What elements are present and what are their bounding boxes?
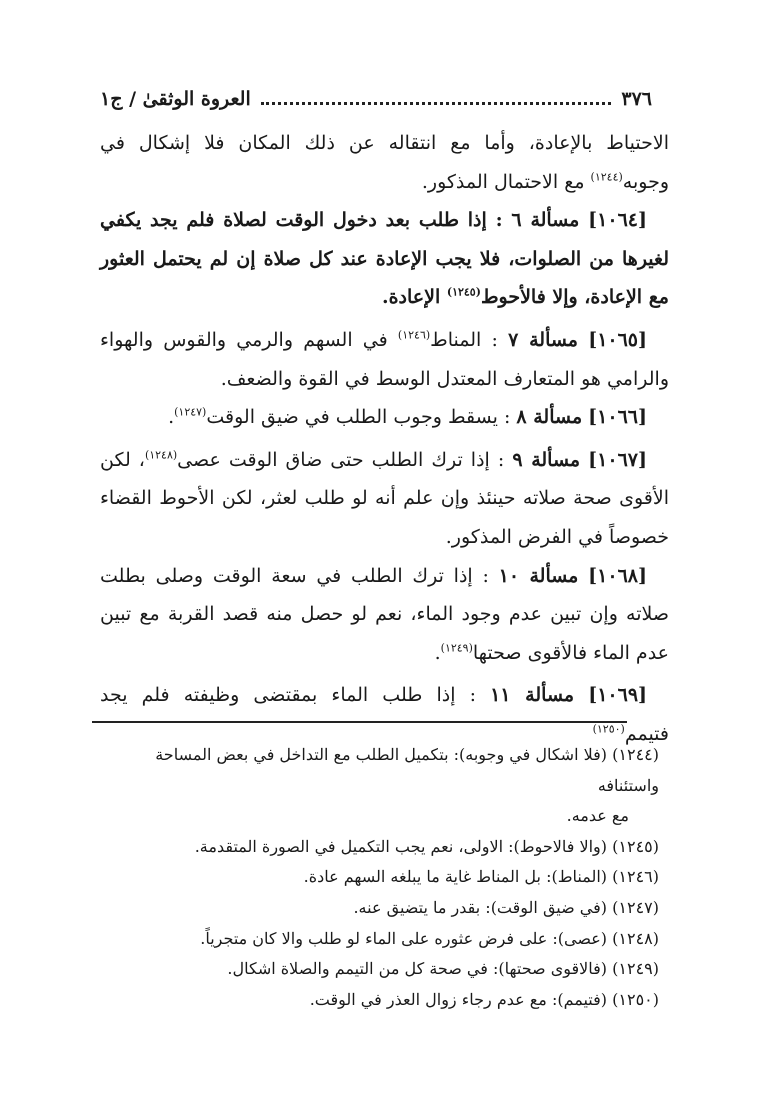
paragraph-text: مع الاحتمال المذكور.	[421, 170, 591, 193]
footnote-text: (عصى): على فرض عثوره على الماء لو طلب والا كان متجرياً.	[200, 928, 608, 948]
issue-text: : إذا طلب بعد دخول الوقت لصلاة فلم يجد يكفي لغيرها من الصلوات، فلا يجب الإعادة عند كل صلاة إن لم يحتمل العثور مع الإعادة، وإلا فالأحوط	[100, 209, 669, 309]
footnote-number: (١٢٤٦)	[612, 867, 659, 887]
footnote-1250	[95, 985, 659, 1016]
issue-1064	[100, 201, 669, 317]
issue-text: : إذا ترك الطلب حتى ضاق الوقت عصى	[177, 448, 505, 471]
footnote-ref[interactable]: (١٢٤٤)	[590, 170, 623, 184]
footnote-1245	[95, 832, 659, 863]
footnote-ref[interactable]: (١٢٥٠)	[592, 722, 625, 736]
running-title: العروة الوثقىٰ / ج١	[100, 88, 251, 110]
issue-label: مسألة ١٠	[498, 564, 579, 587]
footnote-ref[interactable]: (١٢٤٩)	[440, 641, 473, 655]
footnote-number: (١٢٤٧)	[612, 897, 659, 917]
footnote-number: (١٢٤٤)	[612, 745, 659, 764]
issue-label: مسألة ١١	[490, 684, 575, 707]
footnote-text: (فلا اشكال في وجوبه): بتكميل الطلب مع التداخل في بعض المساحة واستئنافه	[155, 745, 659, 795]
issue-number: [١٠٦٧]	[588, 448, 647, 471]
footnote-ref[interactable]: (١٢٤٥)	[446, 286, 481, 300]
issue-label: مسألة ٦	[511, 209, 580, 232]
footnote-text: (والا فالاحوط): الاولى، نعم يجب التكميل في الصورة المتقدمة.	[194, 836, 608, 856]
footnote-number: (١٢٤٩)	[612, 959, 659, 979]
footnote-1248	[95, 924, 659, 955]
issue-text: ، لكن الأقوى صحة صلاته حينئذ وإن علم أنه لو طلب لعثر، لكن الأحوط القضاء خصوصاً في الفرض المذكور.	[100, 448, 669, 548]
issue-label: مسألة ٧	[508, 328, 578, 351]
issue-number: [١٠٦٤]	[588, 209, 647, 232]
issue-text: في السهم والرمي والقوس والهواء والرامي هو المتعارف المعتدل الوسط في القوة والضعف.	[100, 328, 669, 390]
issue-text: : إذا ترك الطلب في سعة الوقت وصلى بطلت صلاته وإن تبين عدم وجود الماء، نعم لو حصل منه قصد القربة مع تبين عدم الماء فالأقوى صحتها	[100, 564, 669, 664]
footnote-1247	[95, 893, 659, 924]
footnotes	[95, 740, 659, 1015]
running-header	[100, 88, 652, 110]
page-number: ٣٧٦	[621, 88, 652, 110]
issue-text: : المناط	[430, 328, 498, 351]
footnote-text: مع عدمه.	[566, 806, 629, 826]
issue-text: : إذا طلب الماء بمقتضى وظيفته فلم يجد فتيمم	[100, 684, 669, 745]
issue-text: .	[434, 641, 441, 664]
main-text	[100, 124, 669, 754]
footnote-number: (١٢٥٠)	[612, 989, 659, 1009]
issue-label: مسألة ٨	[516, 406, 583, 429]
footnote-text: (في ضيق الوقت): بقدر ما يتضيق عنه.	[353, 897, 608, 917]
footnote-1244	[95, 740, 659, 801]
footnote-number: (١٢٤٨)	[612, 928, 659, 948]
issue-label: مسألة ٩	[512, 448, 581, 471]
header-dot-leader	[261, 102, 612, 105]
footnote-ref[interactable]: (١٢٤٧)	[174, 405, 207, 419]
issue-text: الإعادة.	[381, 286, 447, 309]
footnote-1244-continuation	[95, 801, 659, 832]
footnote-1249	[95, 954, 659, 985]
footnote-text: (المناط): بل المناط غاية ما يبلغه السهم عادة.	[303, 867, 608, 887]
footnote-separator	[92, 721, 627, 723]
footnote-text: (فتيمم): مع عدم رجاء زوال العذر في الوقت.	[309, 989, 608, 1009]
paragraph-text: الاحتياط بالإعادة، وأما مع انتقاله عن ذلك المكان فلا إشكال في وجوبه	[100, 132, 669, 193]
footnote-text: (فالاقوى صحتها): في صحة كل من التيمم والصلاة اشكال.	[227, 959, 608, 979]
issue-1065	[100, 321, 669, 398]
issue-1066	[100, 398, 669, 437]
issue-number: [١٠٦٥]	[588, 328, 648, 351]
footnote-1246	[95, 862, 659, 893]
issue-number: [١٠٦٩]	[588, 684, 648, 707]
footnote-ref[interactable]: (١٢٤٨)	[144, 448, 178, 462]
paragraph-continuation	[100, 124, 669, 201]
issue-number: [١٠٦٦]	[588, 406, 647, 429]
issue-text: : يسقط وجوب الطلب في ضيق الوقت	[206, 406, 511, 429]
issue-1067	[100, 441, 669, 557]
footnote-ref[interactable]: (١٢٤٦)	[397, 328, 431, 342]
issue-1068	[100, 557, 669, 673]
footnote-number: (١٢٤٥)	[612, 836, 659, 856]
issue-number: [١٠٦٨]	[588, 564, 647, 587]
issue-text: .	[168, 406, 175, 429]
